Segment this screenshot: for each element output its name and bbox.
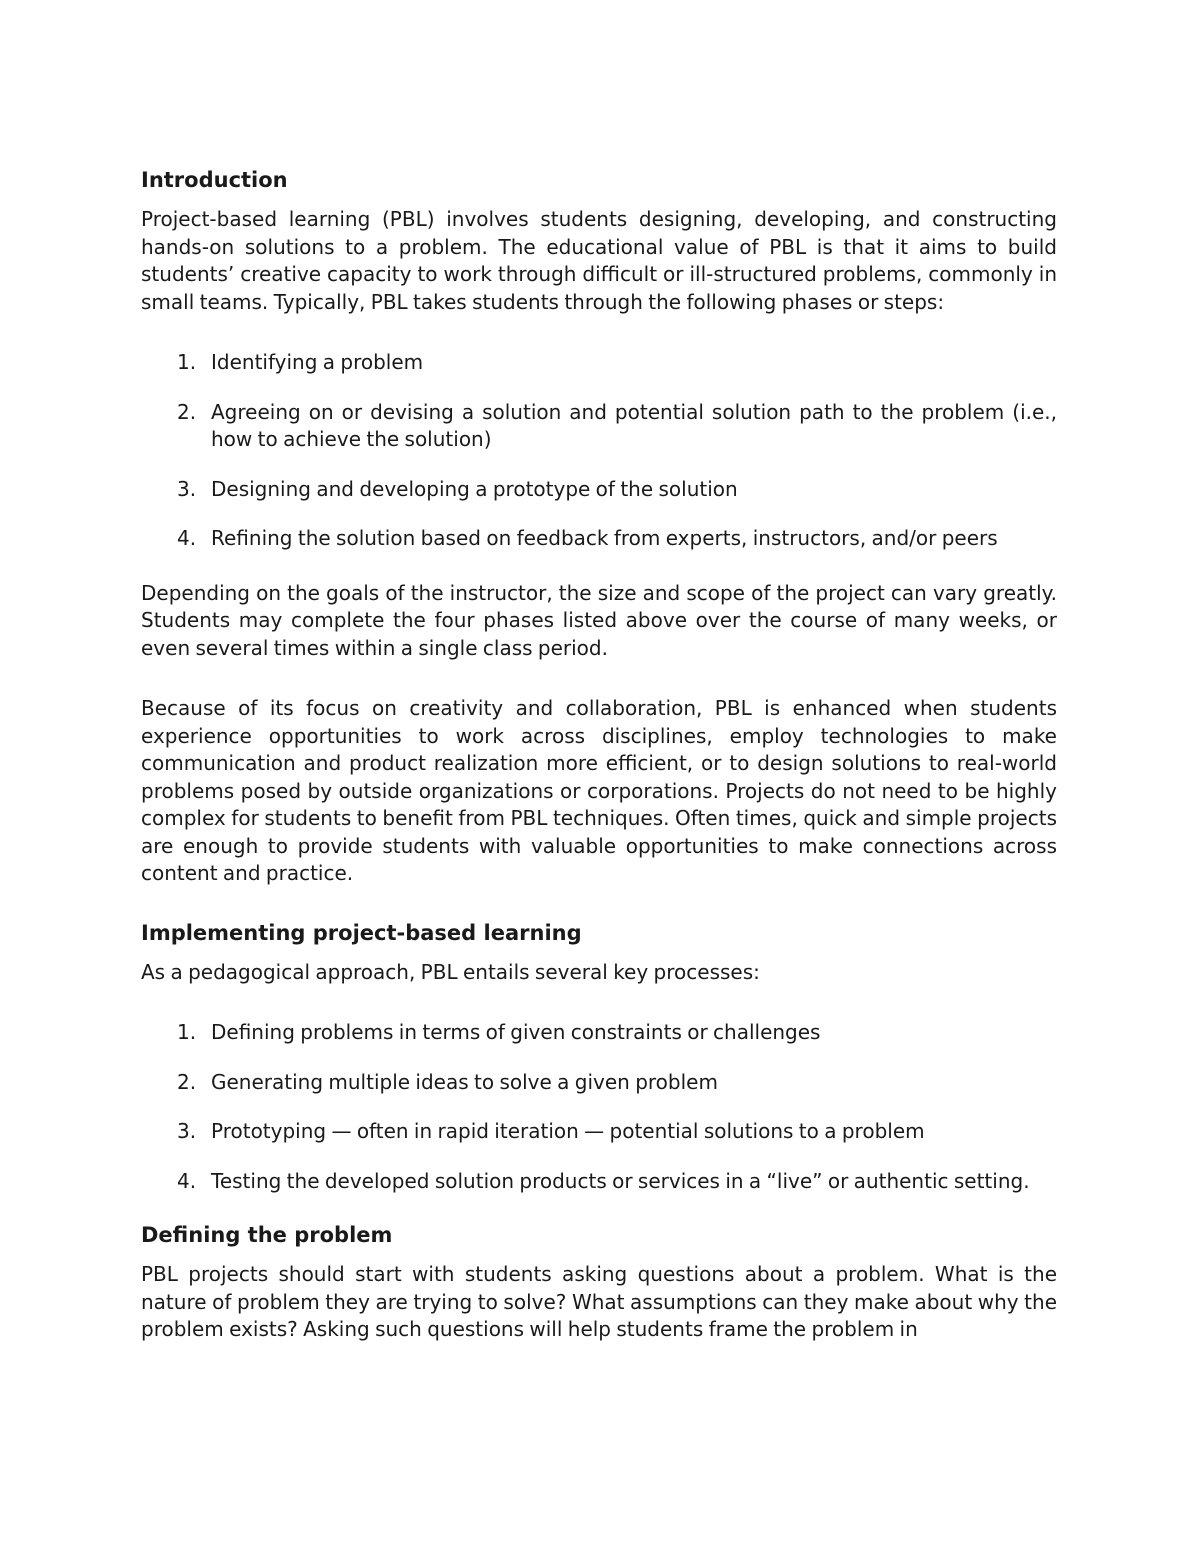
- list-number: 2.: [177, 399, 197, 424]
- defining-paragraph: PBL projects should start with students asking questions about a problem. What is the nature of problem they are trying to solve? What assumptions can they make about why the problem exists? Asking such questions will help students frame the problem in: [141, 1262, 1057, 1341]
- list-item: [141, 1118, 1057, 1146]
- intro-paragraph: Project-based learning (PBL) involves students designing, developing, and constructing hands-on solutions to a problem. The educational value of PBL is that it aims to build students’ creative capacity to work through difficult or ill-structured problems, commonly in small teams. Typically, PBL takes students through the following phases or steps:: [141, 207, 1057, 314]
- creativity-paragraph: Because of its focus on creativity and collaboration, PBL is enhanced when students experience opportunities to work across disciplines, employ technologies to make communication and product realization more efficient, or to design solutions to real-world problems posed by outside organizations or corporations. Projects do not need to be highly complex for students to benefit from PBL techniques. Often times, quick and simple projects are enough to provide students with valuable opportunities to make connections across content and practice.: [141, 696, 1057, 885]
- list-item: [141, 349, 1057, 377]
- scope-paragraph: Depending on the goals of the instructor, the size and scope of the project can vary greatly. Students may complete the four phases listed above over the course of many weeks, or even several times within a single class period.: [141, 580, 1057, 660]
- list-item: [141, 1168, 1057, 1196]
- implementing-paragraph: As a pedagogical approach, PBL entails several key processes:: [141, 959, 760, 984]
- list-item: [141, 476, 1057, 504]
- list-item: [141, 399, 1057, 454]
- phases-list: [141, 349, 1057, 553]
- list-item-text: Agreeing on or devising a solution and potential solution path to the problem (i.e., how to achieve the solution): [211, 399, 1057, 451]
- list-number: 1.: [177, 1020, 197, 1044]
- list-item: [141, 525, 1057, 553]
- list-number: 3.: [177, 476, 197, 501]
- heading-implementing: Implementing project-based learning: [141, 920, 582, 945]
- list-item: [141, 1019, 1057, 1047]
- list-number: 1.: [177, 350, 197, 374]
- heading-introduction: Introduction: [141, 168, 288, 192]
- list-item-text: Defining problems in terms of given constraints or challenges: [211, 1020, 821, 1044]
- document-page: [141, 162, 1057, 1344]
- list-item-text: Prototyping — often in rapid iteration — potential solutions to a problem: [211, 1119, 925, 1143]
- list-number: 4.: [177, 1168, 197, 1193]
- list-item-text: Designing and developing a prototype of the solution: [211, 476, 738, 501]
- list-number: 3.: [177, 1119, 197, 1143]
- list-item-text: Testing the developed solution products or services in a “live” or authentic setting.: [211, 1168, 1030, 1193]
- processes-list: [141, 1019, 1057, 1195]
- list-item-text: Refining the solution based on feedback from experts, instructors, and/or peers: [211, 526, 998, 550]
- list-item-text: Identifying a problem: [211, 350, 424, 374]
- list-number: 2.: [177, 1069, 197, 1094]
- list-item-text: Generating multiple ideas to solve a given problem: [211, 1069, 718, 1094]
- list-item: [141, 1069, 1057, 1097]
- list-number: 4.: [177, 526, 197, 550]
- heading-defining-problem: Defining the problem: [141, 1223, 393, 1247]
